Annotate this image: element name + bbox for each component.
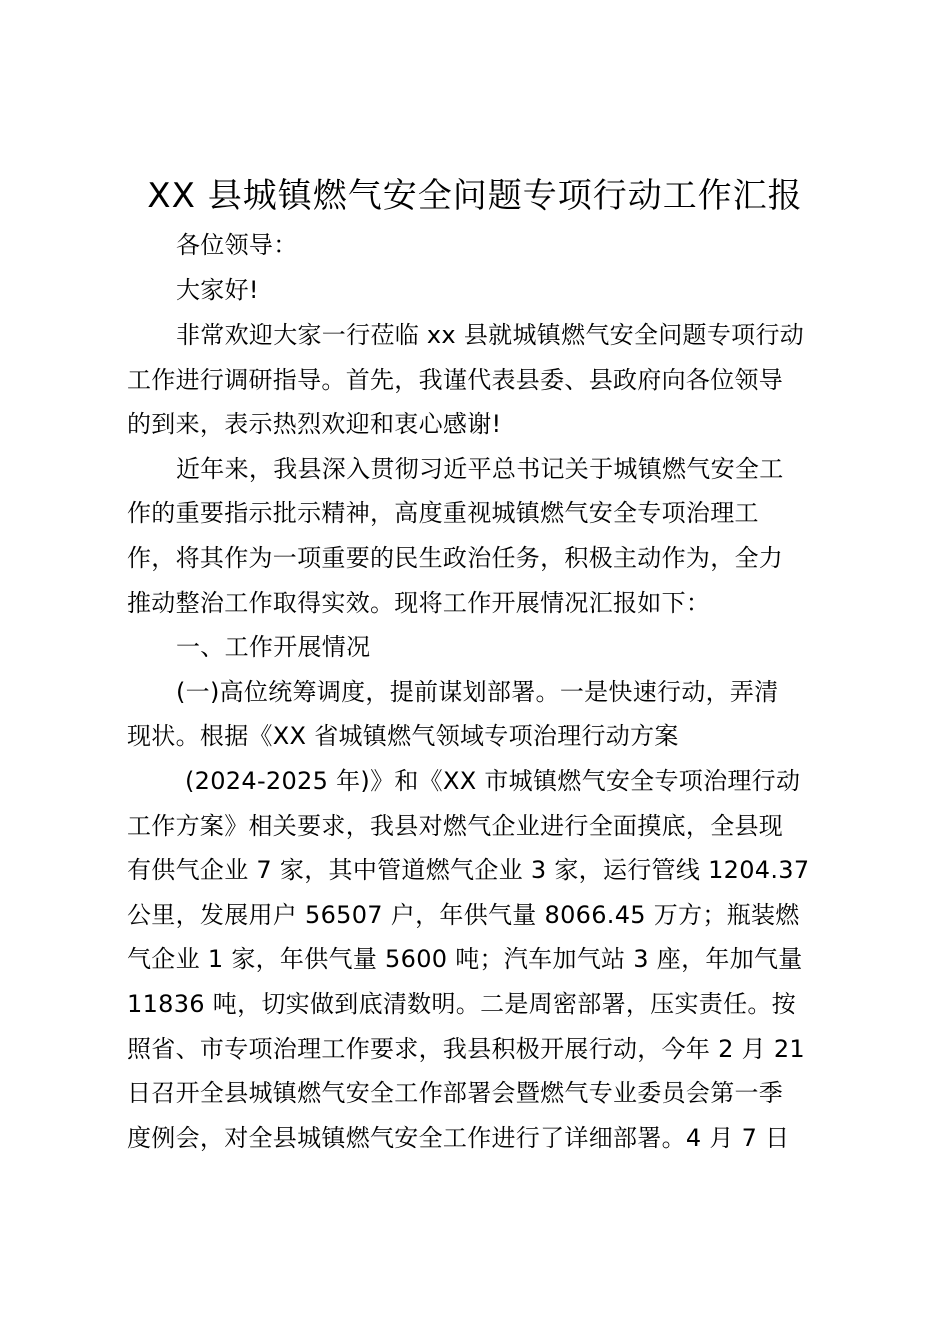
paragraph-line: 近年来，我县深入贯彻习近平总书记关于城镇燃气安全工 bbox=[176, 455, 784, 483]
paragraph-line: 作的重要指示批示精神，高度重视城镇燃气安全专项治理工 bbox=[127, 499, 759, 527]
paragraph-line: 的到来，表示热烈欢迎和衷心感谢! bbox=[127, 410, 502, 438]
paragraph-line: 有供气企业 7 家，其中管道燃气企业 3 家，运行管线 1204.37 bbox=[127, 856, 810, 884]
paragraph-line: 非常欢迎大家一行莅临 xx 县就城镇燃气安全问题专项行动 bbox=[176, 321, 805, 349]
greeting: 大家好! bbox=[176, 276, 259, 304]
paragraph-line: 度例会，对全县城镇燃气安全工作进行了详细部署。4 月 7 日 bbox=[127, 1124, 790, 1152]
paragraph-line: (一)高位统筹调度，提前谋划部署。一是快速行动，弄清 bbox=[176, 678, 779, 706]
paragraph-line: (2024-2025 年)》和《XX 市城镇燃气安全专项治理行动 bbox=[185, 767, 801, 795]
paragraph-line: 推动整治工作取得实效。现将工作开展情况汇报如下： bbox=[127, 589, 711, 617]
salutation: 各位领导： bbox=[176, 231, 298, 259]
paragraph-line: 现状。根据《XX 省城镇燃气领域专项治理行动方案 bbox=[127, 722, 679, 750]
section-heading: 一、工作开展情况 bbox=[176, 633, 371, 661]
paragraph-line: 工作方案》相关要求，我县对燃气企业进行全面摸底，全县现 bbox=[127, 812, 784, 840]
paragraph-line: 日召开全县城镇燃气安全工作部署会暨燃气专业委员会第一季 bbox=[127, 1079, 784, 1107]
paragraph-line: 11836 吨，切实做到底清数明。二是周密部署，压实责任。按 bbox=[127, 990, 796, 1018]
paragraph-line: 作，将其作为一项重要的民生政治任务，积极主动作为，全力 bbox=[127, 544, 784, 572]
paragraph-line: 照省、市专项治理工作要求，我县积极开展行动，今年 2 月 21 bbox=[127, 1035, 805, 1063]
paragraph-line: 工作进行调研指导。首先，我谨代表县委、县政府向各位领导 bbox=[127, 366, 784, 394]
paragraph-line: 公里，发展用户 56507 户，年供气量 8066.45 万方；瓶装燃 bbox=[127, 901, 800, 929]
document-title: XX 县城镇燃气安全问题专项行动工作汇报 bbox=[147, 176, 803, 216]
paragraph-line: 气企业 1 家，年供气量 5600 吨；汽车加气站 3 座，年加气量 bbox=[127, 945, 803, 973]
